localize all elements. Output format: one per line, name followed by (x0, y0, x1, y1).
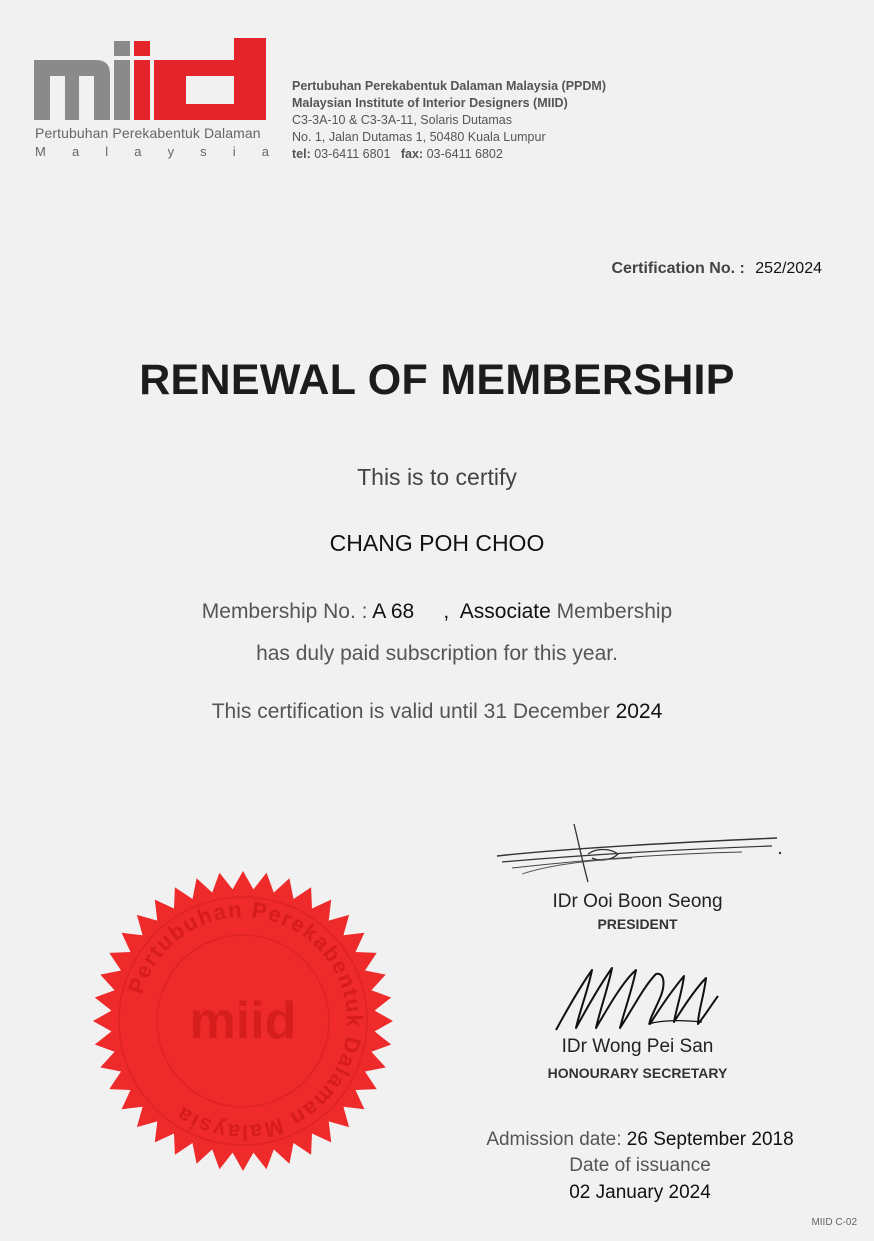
certification-number-label: Certification No. : (611, 260, 745, 277)
org-name-malay: Pertubuhan Perekabentuk Dalaman Malaysia (PPDM) (292, 79, 606, 93)
admission-date-value: 26 September 2018 (626, 1129, 794, 1150)
certificate-title: RENEWAL OF MEMBERSHIP (139, 356, 735, 404)
certification-number-value: 252/2024 (755, 260, 822, 277)
validity-line (0, 700, 874, 724)
miid-logo (34, 38, 274, 163)
secretary-role: HONOURARY SECRETARY (547, 1065, 728, 1081)
fax-value: 03-6411 6802 (426, 147, 503, 161)
membership-no-value: A 68 (372, 600, 415, 623)
contact-line (292, 146, 606, 163)
membership-line (0, 600, 874, 624)
logo-country (35, 144, 269, 159)
secretary-name: IDr Wong Pei San (561, 1036, 714, 1057)
seal-ring-text: Pertubuhan Perekabentuk Dalaman Malaysia (123, 896, 368, 1146)
validity-year: 2024 (615, 700, 663, 723)
president-role: PRESIDENT (597, 916, 678, 932)
red-seal (88, 868, 398, 1174)
president-name: IDr Ooi Boon Seong (552, 891, 723, 912)
logo-letter: i (232, 144, 236, 159)
logo-tagline: Pertubuhan Perekabentuk Dalaman (35, 125, 261, 141)
membership-no-label: Membership No. : (201, 600, 368, 623)
secretary-signature (552, 962, 720, 1034)
certify-text: This is to certify (357, 464, 517, 490)
logo-letter: s (200, 144, 207, 159)
membership-type: Associate (459, 600, 551, 623)
address-line-1: C3-3A-10 & C3-3A-11, Solaris Dutamas (292, 113, 512, 127)
tel-label: tel: (292, 147, 311, 161)
logo-letter: a (134, 144, 142, 159)
seal-logo-text: miid (189, 992, 297, 1050)
organization-details (292, 78, 606, 163)
logo-letter: M (35, 144, 46, 159)
miid-logo-mark (34, 38, 270, 120)
issuance-date-label: Date of issuance (569, 1155, 711, 1176)
tel-value: 03-6411 6801 (314, 147, 391, 161)
admission-date (440, 1129, 840, 1151)
logo-letter: l (105, 144, 109, 159)
issuance-date-value: 02 January 2024 (569, 1182, 711, 1203)
logo-letter: a (71, 144, 80, 159)
paid-text: has duly paid subscription for this year. (256, 642, 618, 665)
fax-label: fax: (400, 147, 424, 161)
membership-word: Membership (556, 600, 673, 623)
member-name: CHANG POH CHOO (329, 530, 545, 556)
validity-text: This certification is valid until 31 December (211, 700, 610, 723)
logo-letter: a (261, 144, 269, 159)
logo-letter: y (167, 144, 175, 159)
address-line-2: No. 1, Jalan Dutamas 1, 50480 Kuala Lumpur (292, 130, 546, 144)
membership-comma: , (443, 600, 450, 623)
org-name-english: Malaysian Institute of Interior Designers (MIID) (292, 96, 568, 110)
certification-number (611, 260, 822, 278)
form-code: MIID C-02 (811, 1217, 857, 1228)
admission-date-label: Admission date: (486, 1129, 622, 1150)
president-signature (492, 820, 782, 890)
